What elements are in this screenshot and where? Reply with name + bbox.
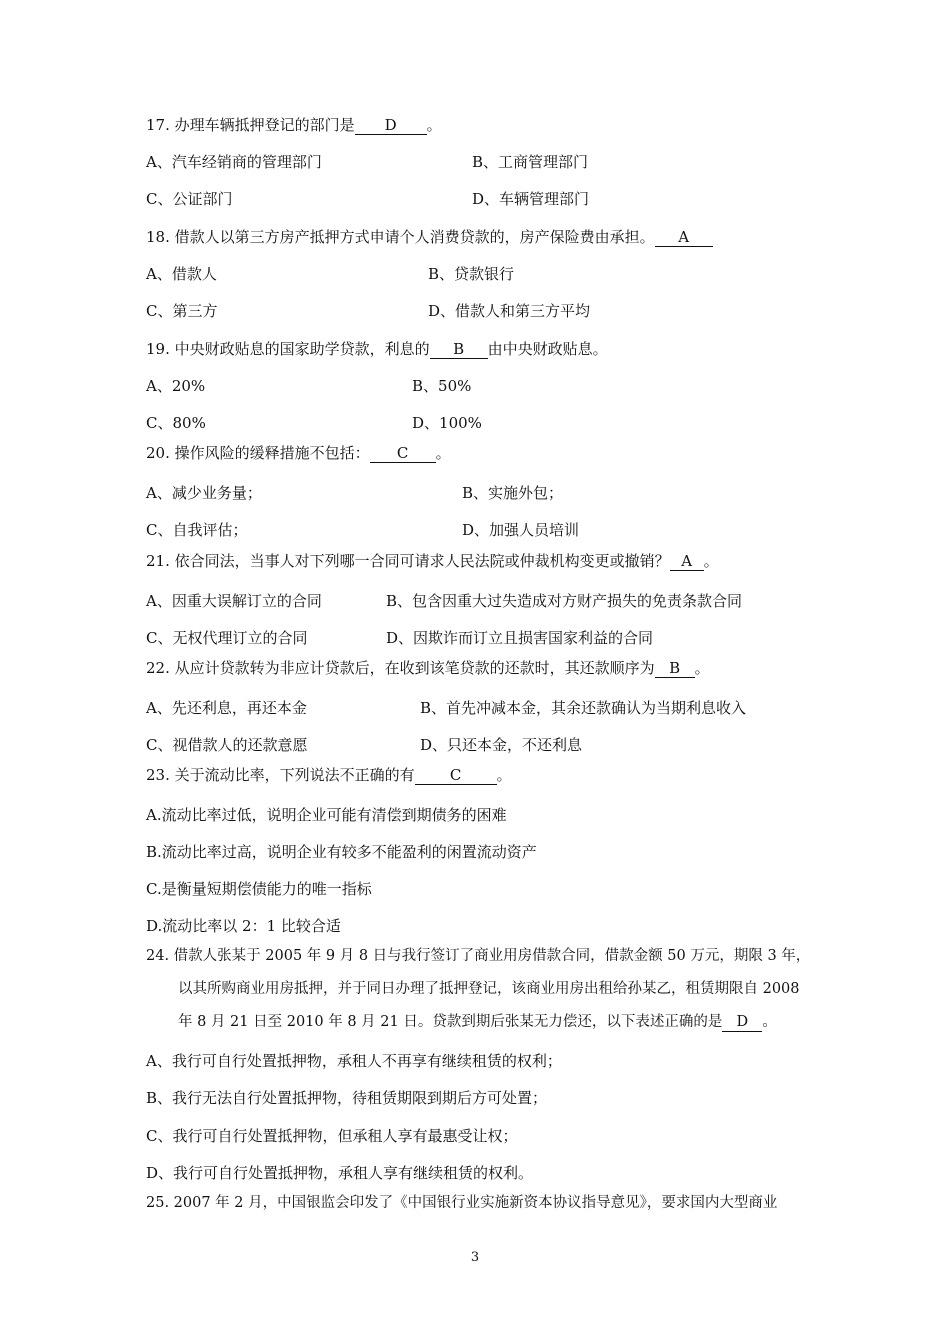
q19-stem-text: 19. 中央财政贴息的国家助学贷款，利息的	[146, 340, 430, 358]
q18-option-b: B、贷款银行	[428, 265, 515, 283]
q17-stem-tail: 。	[426, 116, 442, 134]
q18-stem-text: 18. 借款人以第三方房产抵押方式申请个人消费贷款的，房产保险费由承担。	[146, 228, 655, 246]
q18-option-d: D、借款人和第三方平均	[428, 302, 591, 320]
q19-option-d: D、100%	[412, 414, 482, 432]
q23-answer-blank: C	[415, 766, 497, 785]
q18-stem	[146, 227, 713, 247]
q21-stem-tail: 。	[703, 552, 719, 570]
q21-answer-blank: A	[670, 552, 704, 571]
q24-option-a: A、我行可自行处置抵押物，承租人不再享有继续租赁的权利；	[146, 1052, 562, 1070]
q17-stem	[146, 115, 442, 135]
q23-option-b: B.流动比率过高，说明企业有较多不能盈利的闲置流动资产	[146, 843, 537, 861]
q20-option-a: A、减少业务量；	[146, 484, 262, 502]
q22-option-c: C、视借款人的还款意愿	[146, 736, 308, 754]
q17-option-b: B、工商管理部门	[472, 153, 589, 171]
q22-option-b: B、首先冲减本金，其余还款确认为当期利息收入	[420, 699, 747, 717]
q22-option-d: D、只还本金，不还利息	[420, 736, 583, 754]
q23-stem-text: 23. 关于流动比率，下列说法不正确的有	[146, 766, 415, 784]
q17-option-a: A、汽车经销商的管理部门	[146, 153, 322, 171]
q23-option-a: A.流动比率过低，说明企业可能有清偿到期债务的困难	[146, 806, 507, 824]
q20-option-b: B、实施外包；	[462, 484, 564, 502]
q20-option-c: C、自我评估；	[146, 521, 248, 539]
q19-stem-tail: 由中央财政贴息。	[487, 340, 608, 358]
q21-option-d: D、因欺诈而订立且损害国家利益的合同	[386, 629, 654, 647]
q20-stem-text: 20. 操作风险的缓释措施不包括：	[146, 444, 370, 462]
q18-option-c: C、第三方	[146, 302, 218, 320]
q21-option-a: A、因重大误解订立的合同	[146, 592, 322, 610]
q18-option-a: A、借款人	[146, 265, 217, 283]
q17-option-c: C、公证部门	[146, 190, 233, 208]
q22-answer-blank: B	[655, 659, 695, 678]
q24-option-b: B、我行无法自行处置抵押物，待租赁期限到期后方可处置；	[146, 1089, 548, 1107]
q19-option-c: C、80%	[146, 414, 206, 432]
q19-option-b: B、50%	[412, 377, 472, 395]
q22-stem-tail: 。	[694, 659, 710, 677]
q24-answer-blank: D	[722, 1013, 762, 1032]
q19-stem	[146, 339, 608, 359]
q21-option-c: C、无权代理订立的合同	[146, 629, 308, 647]
q23-option-d: D.流动比率以 2：1 比较合适	[146, 917, 341, 935]
q17-option-d: D、车辆管理部门	[472, 190, 590, 208]
q22-stem-text: 22. 从应计贷款转为非应计贷款后，在收到该笔贷款的还款时，其还款顺序为	[146, 659, 655, 677]
q24-stem-tail: 。	[762, 1014, 777, 1030]
q19-option-a: A、20%	[146, 377, 206, 395]
page-number: 3	[470, 1250, 480, 1265]
q18-answer-blank: A	[655, 228, 713, 247]
q22-stem	[146, 658, 710, 678]
q19-answer-blank: B	[430, 340, 488, 359]
q22-option-a: A、先还利息，再还本金	[146, 699, 307, 717]
q20-answer-blank: C	[370, 444, 436, 463]
q17-answer-blank: D	[355, 116, 427, 135]
q24-stem-text: 年 8 月 21 日至 2010 年 8 月 21 日。贷款到期后张某无力偿还，以下表述正确的是	[178, 1014, 723, 1030]
q17-stem-text: 17. 办理车辆抵押登记的部门是	[146, 116, 355, 134]
q23-stem	[146, 765, 512, 785]
q21-option-b: B、包含因重大过失造成对方财产损失的免责条款合同	[386, 592, 743, 610]
q20-stem	[146, 443, 451, 463]
q24-option-d: D、我行可自行处置抵押物，承租人享有继续租赁的权利。	[146, 1164, 534, 1182]
q25-stem-line1: 25. 2007 年 2 月，中国银监会印发了《中国银行业实施新资本协议指导意见》，要求国内大型商业	[146, 1195, 778, 1211]
q24-option-c: C、我行可自行处置抵押物，但承租人享有最惠受让权；	[146, 1127, 518, 1145]
q24-stem-line1: 24. 借款人张某于 2005 年 9 月 8 日与我行签订了商业用房借款合同，借款金额 50 万元，期限 3 年，	[146, 948, 811, 964]
q24-stem-line3	[178, 1012, 777, 1032]
q24-stem-line2: 以其所购商业用房抵押，并于同日办理了抵押登记，该商业用房出租给孙某乙，租赁期限自 2008	[178, 981, 800, 997]
q20-option-d: D、加强人员培训	[462, 521, 580, 539]
q20-stem-tail: 。	[435, 444, 451, 462]
q21-stem	[146, 551, 719, 571]
q23-option-c: C.是衡量短期偿债能力的唯一指标	[146, 880, 372, 898]
q21-stem-text: 21. 依合同法，当事人对下列哪一合同可请求人民法院或仲裁机构变更或撤销？	[146, 552, 670, 570]
q23-stem-tail: 。	[496, 766, 512, 784]
